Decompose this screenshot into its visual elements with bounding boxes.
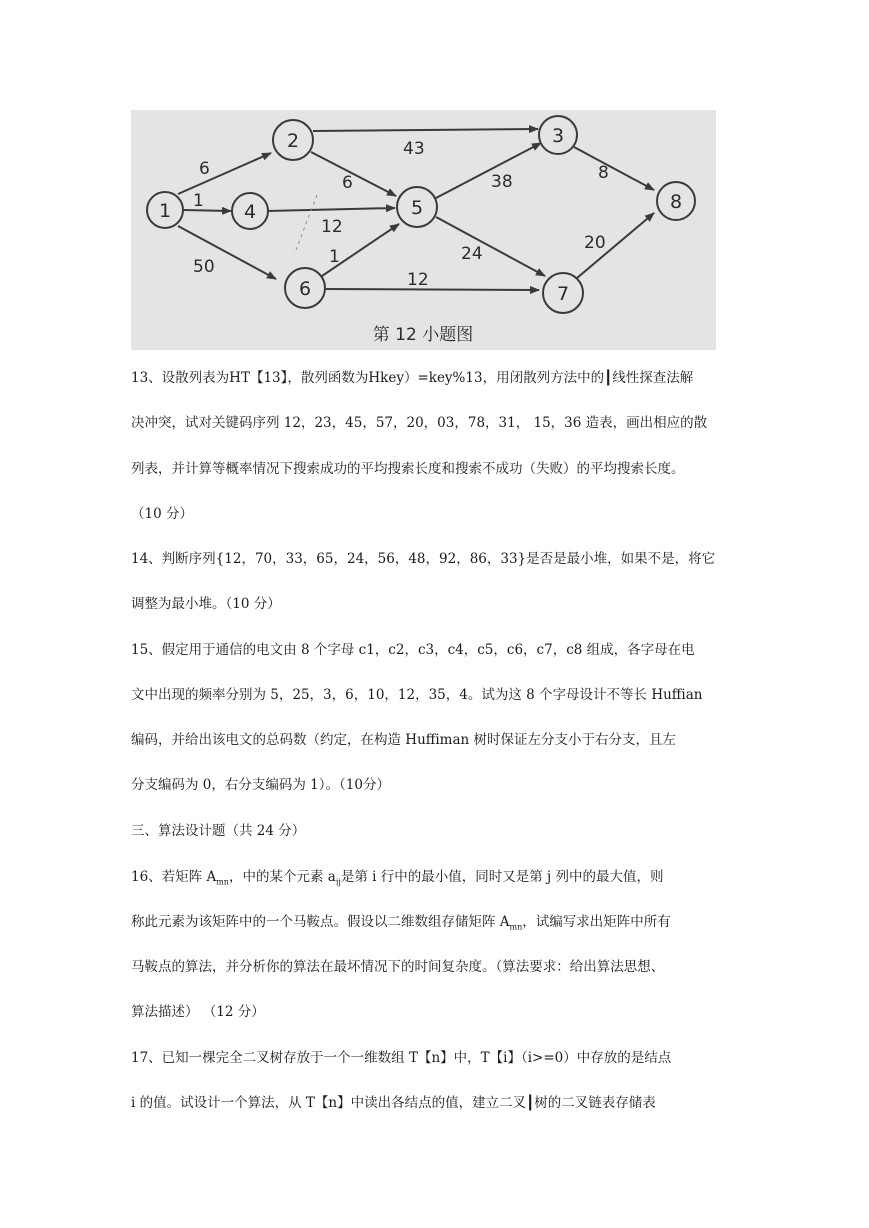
- text-run: 是第 i 行中的最小值，同时又是第 j 列中的最大值，则: [340, 869, 664, 885]
- text-line: 分支编码为 0，右分支编码为 1）。（10分）: [131, 777, 390, 793]
- graph-figure: [131, 110, 716, 350]
- edge-weight-1-2: 6: [199, 159, 210, 179]
- subscript: mn: [216, 877, 229, 887]
- edge-1-4: [183, 210, 231, 211]
- edge-weight-5-3: 38: [491, 172, 513, 192]
- text-line: 决冲突，试对关键码序列 12，23，45，57，20，03，78，31， 15，36 造表，画出相应的散: [131, 415, 708, 431]
- q17-line-2: i 的值。试设计一个算法，从 T【n】中读出各结点的值，建立二叉┃树的二叉链表存储表: [131, 1095, 656, 1111]
- section-heading: 三、算法设计题（共 24 分）: [131, 823, 306, 839]
- q16-line-4: 算法描述） （12 分）: [131, 1004, 265, 1020]
- q17-line-1: 17、已知一棵完全二叉树存放于一个一维数组 T【n】中，T【i】（i>=0）中存放的是结点: [131, 1050, 672, 1066]
- node-label: 5: [410, 197, 424, 219]
- subscript: mn: [509, 922, 523, 932]
- text-line: 编码，并给出该电文的总码数（约定，在构造 Huffiman 树时保证左分支小于右分支，且左: [131, 732, 677, 748]
- text-line: 14、判断序列{12，70，33，65，24，56，48，92，86，33}是否是最小堆，如果不是，将它: [131, 551, 716, 567]
- text-line: 调整为最小堆。（10 分）: [131, 596, 281, 612]
- node-label: 3: [551, 125, 565, 147]
- edge-weight-5-7: 24: [461, 244, 483, 264]
- edge-weight-4-5: 12: [321, 217, 343, 237]
- text-run: ，中的某个元素 a: [228, 869, 336, 885]
- text-run: ，试编写求出矩阵中所有: [522, 914, 671, 930]
- node-label: 4: [243, 201, 257, 223]
- text-line: 文中出现的频率分别为 5，25，3，6，10，12，35，4。试为这 8 个字母设计不等长 Huffian: [131, 687, 703, 703]
- text-line: 15、假定用于通信的电文由 8 个字母 c1，c2，c3，c4，c5，c6，c7，c8 组成，各字母在电: [131, 642, 695, 658]
- text-run: 16、若矩阵 A: [131, 869, 217, 885]
- edge-weight-2-5: 6: [342, 173, 353, 193]
- edge-weight-6-5: 1: [329, 247, 340, 267]
- edge-weight-6-7: 12: [407, 270, 429, 290]
- text-line: 列表，并计算等概率情况下搜索成功的平均搜索长度和搜索不成功（失败）的平均搜索长度。: [131, 461, 685, 477]
- q16-line-3: 马鞍点的算法，并分析你的算法在最坏情况下的时间复杂度。（算法要求：给出算法思想、: [131, 959, 665, 975]
- node-label: 2: [286, 130, 300, 152]
- subscript: ij: [335, 877, 341, 887]
- edge-weight-1-4: 1: [193, 191, 204, 211]
- q16-line-1: [131, 866, 741, 894]
- q16-line-2: [131, 911, 741, 939]
- edge-weight-1-6: 50: [193, 257, 215, 277]
- edge-weight-3-8: 8: [598, 163, 609, 183]
- node-label: 8: [669, 191, 683, 213]
- edge-weight-2-3: 43: [403, 139, 425, 159]
- node-label: 7: [556, 283, 570, 305]
- edge-weight-7-8: 20: [584, 233, 606, 253]
- edge-6-7: [326, 289, 539, 290]
- node-label: 1: [158, 200, 172, 222]
- node-label: 6: [298, 278, 312, 300]
- figure-caption: 第 12 小题图: [372, 325, 474, 345]
- text-line: （10 分）: [131, 506, 193, 522]
- text-run: 称此元素为该矩阵中的一个马鞍点。假设以二维数组存储矩阵 A: [131, 914, 510, 930]
- text-line: 13、设散列表为HT【13】，散列函数为Hkey）=key%13，用闭散列方法中的┃线性探查法解: [131, 370, 694, 386]
